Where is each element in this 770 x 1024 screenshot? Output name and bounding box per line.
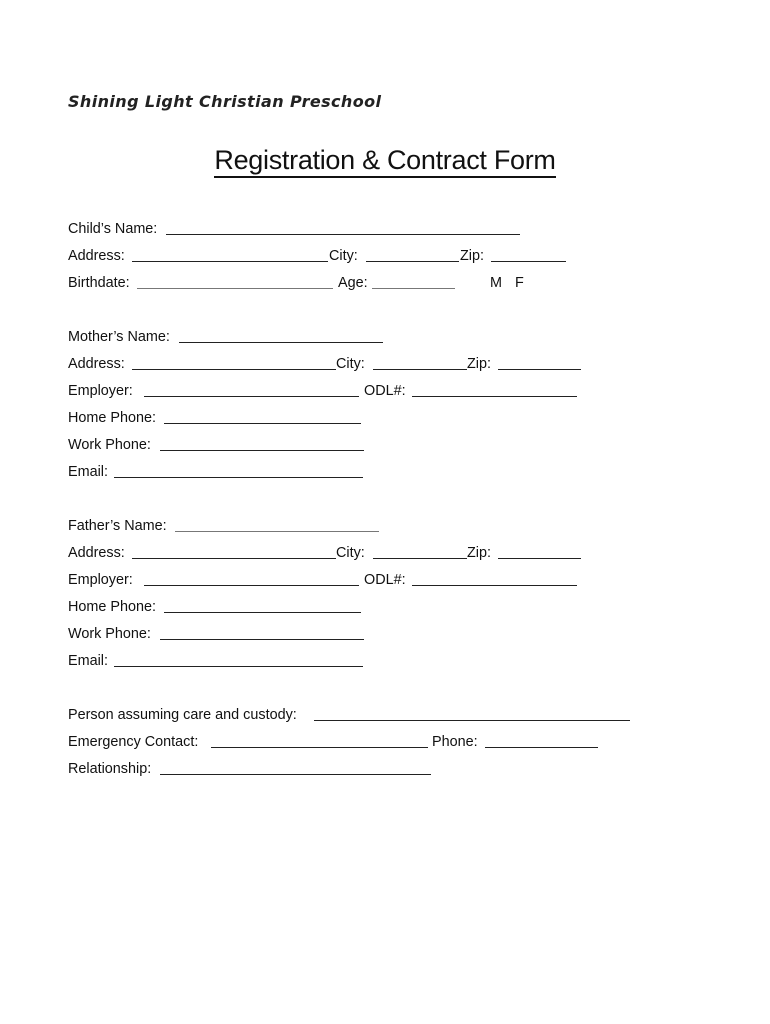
father-zip-label: Zip: [467, 545, 491, 561]
father-work-phone-label: Work Phone: [68, 626, 151, 642]
mother-zip-field[interactable] [498, 354, 581, 370]
father-email-field[interactable] [114, 651, 363, 667]
child-city-label: City: [329, 248, 358, 264]
father-employer-label: Employer: [68, 572, 133, 588]
father-email-label: Email: [68, 653, 108, 669]
mother-home-phone-label: Home Phone: [68, 410, 156, 426]
mother-name-label: Mother’s Name: [68, 329, 170, 345]
father-odl-label: ODL#: [364, 572, 406, 588]
mother-email-field[interactable] [114, 462, 363, 478]
mother-employer-label: Employer: [68, 383, 133, 399]
mother-home-phone-field[interactable] [164, 408, 361, 424]
father-name-label: Father’s Name: [68, 518, 167, 534]
mother-employer-field[interactable] [144, 381, 359, 397]
mother-zip-label: Zip: [467, 356, 491, 372]
mother-odl-field[interactable] [412, 381, 577, 397]
father-zip-field[interactable] [498, 543, 581, 559]
child-city-field[interactable] [366, 246, 459, 262]
emergency-contact-label: Emergency Contact: [68, 734, 199, 750]
page-title [0, 145, 770, 178]
father-odl-field[interactable] [412, 570, 577, 586]
relationship-field[interactable] [160, 759, 431, 775]
custody-field[interactable] [314, 705, 630, 721]
child-age-field[interactable] [372, 273, 455, 289]
child-name-field[interactable] [166, 219, 520, 235]
mother-email-label: Email: [68, 464, 108, 480]
relationship-label: Relationship: [68, 761, 152, 777]
mother-odl-label: ODL#: [364, 383, 406, 399]
child-zip-label: Zip: [460, 248, 484, 264]
child-birthdate-label: Birthdate: [68, 275, 130, 291]
mother-city-field[interactable] [373, 354, 467, 370]
child-address-field[interactable] [132, 246, 328, 262]
child-zip-field[interactable] [491, 246, 566, 262]
father-city-field[interactable] [373, 543, 467, 559]
father-home-phone-label: Home Phone: [68, 599, 156, 615]
emergency-phone-label: Phone: [432, 734, 478, 750]
mother-name-field[interactable] [179, 327, 383, 343]
child-name-label: Child’s Name: [68, 221, 158, 237]
father-city-label: City: [336, 545, 365, 561]
father-name-field[interactable] [175, 516, 379, 532]
father-address-field[interactable] [132, 543, 336, 559]
emergency-contact-field[interactable] [211, 732, 428, 748]
mother-address-field[interactable] [132, 354, 336, 370]
emergency-phone-field[interactable] [485, 732, 598, 748]
mother-address-label: Address: [68, 356, 125, 372]
father-work-phone-field[interactable] [160, 624, 364, 640]
father-home-phone-field[interactable] [164, 597, 361, 613]
sex-f-option[interactable]: F [515, 275, 524, 291]
mother-work-phone-label: Work Phone: [68, 437, 151, 453]
child-birthdate-field[interactable] [137, 273, 333, 289]
custody-label: Person assuming care and custody: [68, 707, 297, 723]
sex-m-option[interactable]: M [490, 275, 502, 291]
child-address-label: Address: [68, 248, 125, 264]
father-employer-field[interactable] [144, 570, 359, 586]
school-name: Shining Light Christian Preschool [68, 92, 382, 111]
form-title: Registration & Contract Form [214, 146, 555, 178]
mother-work-phone-field[interactable] [160, 435, 364, 451]
child-age-label: Age: [338, 275, 368, 291]
father-address-label: Address: [68, 545, 125, 561]
mother-city-label: City: [336, 356, 365, 372]
